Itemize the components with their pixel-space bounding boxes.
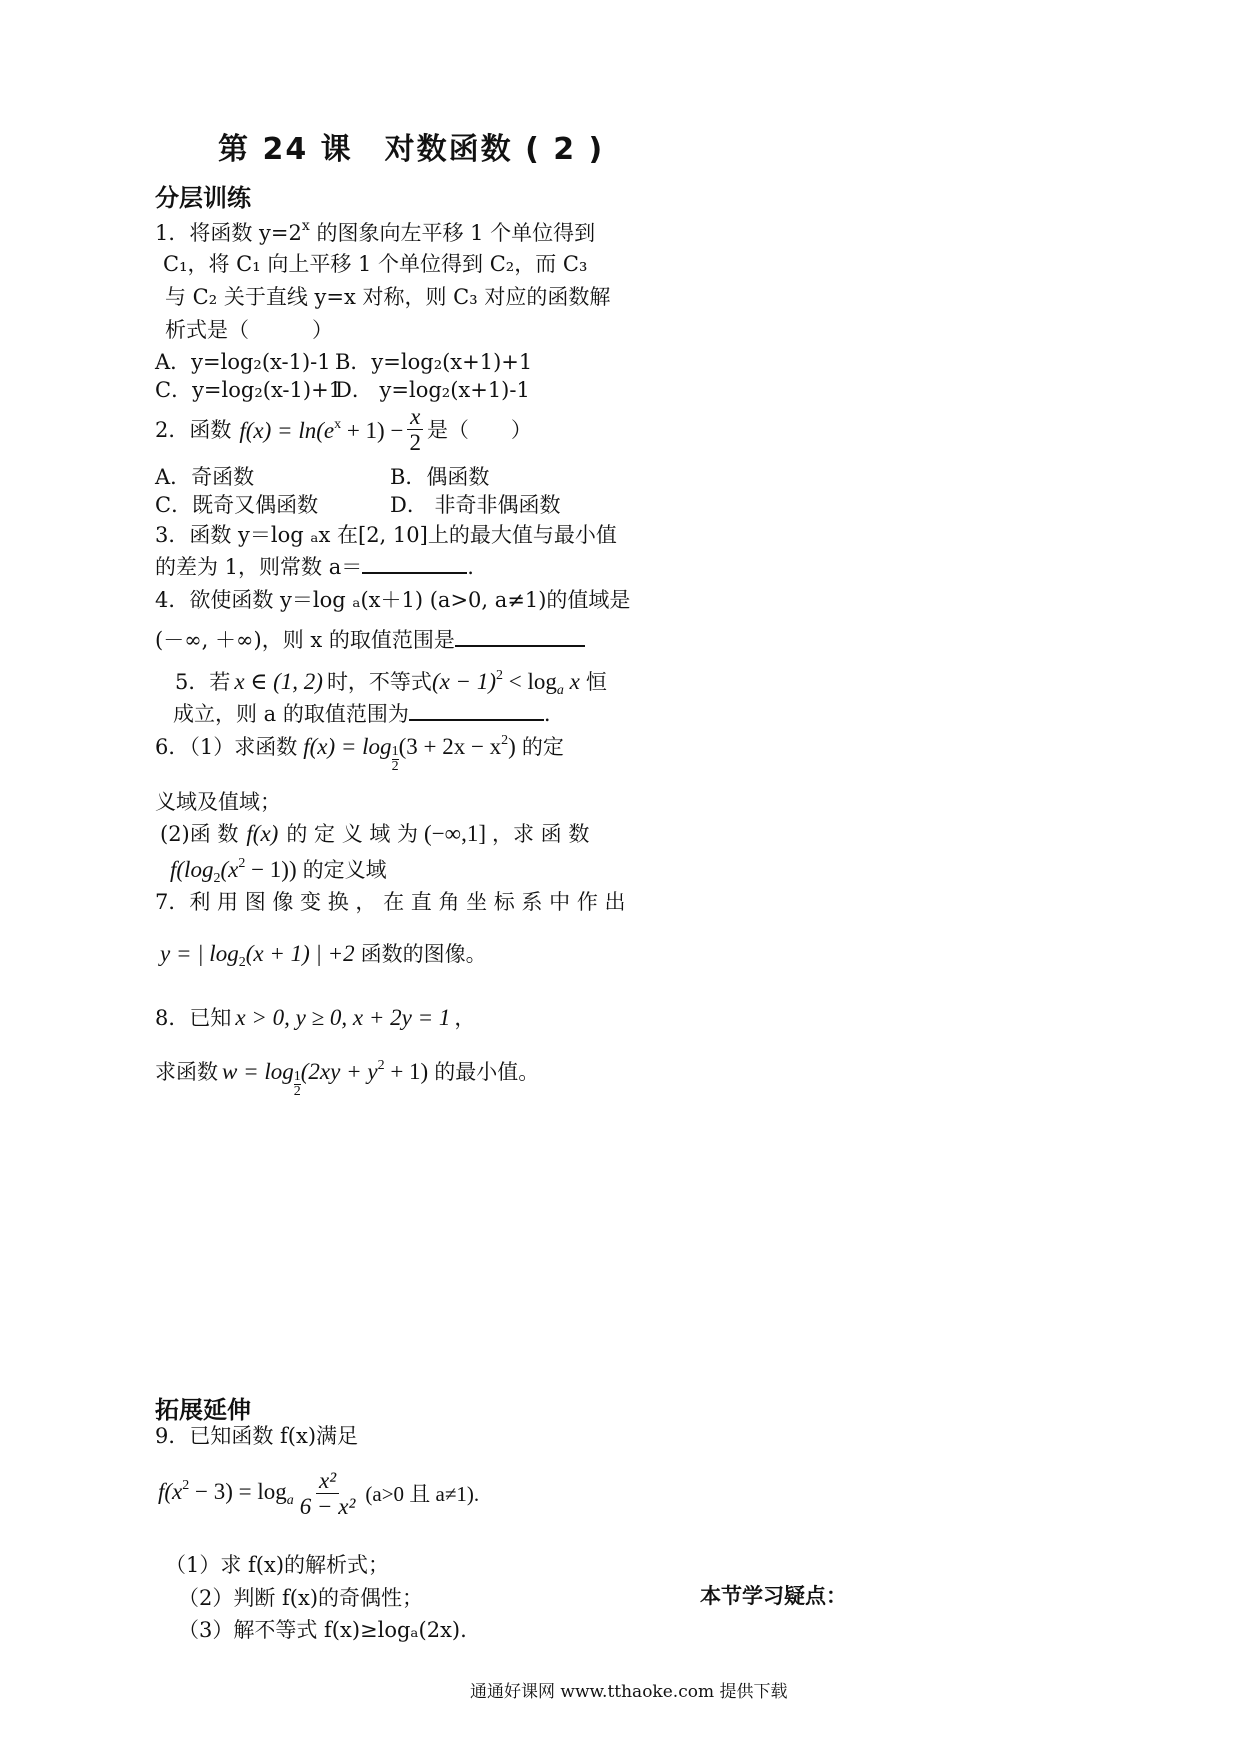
q4-answer-blank: [455, 644, 585, 647]
q8-log-base-half: $\frac{1}{2}$: [293, 1069, 301, 1099]
doubt-label: 本节学习疑点：: [700, 1584, 847, 1608]
q4-line-1: 4．欲使函数 y＝log ₐ(x＋1) (a>0, a≠1)的值域是: [155, 588, 631, 612]
page-title: 第 24 课 对数函数 ( 2 ): [218, 132, 605, 167]
q9-part-2: （2）判断 f(x)的奇偶性；: [178, 1586, 424, 1610]
q5-line-2: 成立，则 a 的取值范围为 .: [173, 702, 551, 726]
q6-line-3: (2)函 数 f(x) 的 定 义 域 为 (−∞,1] ，求 函 数: [160, 821, 590, 846]
q9-part-3: （3）解不等式 f(x)≥logₐ(2x).: [178, 1618, 467, 1642]
q3-answer-blank: [362, 571, 467, 574]
q1-option-d: D． y=log₂(x+1)-1: [335, 378, 530, 402]
q1-line-2: C₁，将 C₁ 向上平移 1 个单位得到 C₂，而 C₃: [163, 252, 588, 276]
q8-line-2: 求函数 w = log $\frac{1}{2}$ $(2xy + y^2 + 1)$ 的最小值。: [155, 1058, 540, 1099]
q3-line-1: 3．函数 y＝log ₐx 在[2, 10]上的最大值与最小值: [155, 523, 617, 547]
q2-stem: 2．函数 $f(x) = \ln(e^x + 1)$ − $\frac{x}{2}$ 是（ ）: [155, 404, 532, 456]
q7-line-1: 7．利 用 图 像 变 换 ， 在 直 角 坐 标 系 中 作 出: [155, 890, 626, 914]
section-heading-training: 分层训练: [155, 184, 251, 212]
q2-option-a: A．奇函数: [155, 465, 255, 489]
q5-answer-blank: [409, 718, 544, 721]
q9-line-1: 9．已知函数 f(x)满足: [155, 1424, 359, 1448]
q1-line-3: 与 C₂ 关于直线 y=x 对称，则 C₃ 对应的函数解: [165, 285, 611, 309]
q3-line-2: 的差为 1，则常数 a＝ .: [155, 555, 474, 579]
q4-line-2: (－∞, ＋∞)，则 x 的取值范围是: [155, 628, 585, 653]
q1-option-b: B．y=log₂(x+1)+1: [335, 350, 533, 374]
q6-log-base-half: $\frac{1}{2}$: [391, 744, 399, 774]
q9-fraction: $\frac{\text{x²}}{\text{6 − x²}}$: [299, 1468, 356, 1520]
q9-part-1: （1）求 f(x)的解析式；: [165, 1553, 390, 1577]
q2-fraction: $\frac{x}{2}$: [406, 404, 424, 457]
q6-line-2: 义域及值域；: [155, 790, 281, 814]
q5-line-1: 5．若 x ∈ (1, 2) 时，不等式$(x - 1)^2 < \log_a x$ 恒: [175, 668, 607, 698]
q2-option-d: D． 非奇非偶函数: [390, 493, 561, 517]
q8-line-1: 8．已知 x > 0, y ≥ 0, x + 2y = 1 ，: [155, 1005, 476, 1030]
q6-line-4: $f(\log_2(x^2 - 1))$ 的定义域: [170, 856, 387, 886]
q9-equation: $f(x^2 - 3) = \log_a$ $\frac{\text{x²}}{\text{6 − x²}}$ (a>0 且 a≠1).: [158, 1468, 480, 1520]
section-heading-extend: 拓展延伸: [155, 1396, 251, 1424]
q1-line-1: 1．将函数 $y=2^x$ 的图象向左平移 1 个单位得到: [155, 218, 596, 245]
q2-option-c: C．既奇又偶函数: [155, 493, 319, 517]
footer: 通通好课网 www.tthaoke.com 提供下载: [470, 1682, 788, 1702]
q1-option-c: C．y=log₂(x-1)+1: [155, 378, 343, 402]
q1-option-a: A．y=log₂(x-1)-1: [155, 350, 331, 374]
q2-option-b: B．偶函数: [390, 465, 490, 489]
q1-line-4: 析式是（ ）: [165, 318, 333, 342]
q6-line-1: 6．（1）求函数 f(x) = log $\frac{1}{2}$ $(3 + 2x - x^2)$ 的定: [155, 733, 564, 774]
q7-line-2: y = | $\log_2(x + 1)$ | +2 函数的图像。: [160, 941, 487, 970]
